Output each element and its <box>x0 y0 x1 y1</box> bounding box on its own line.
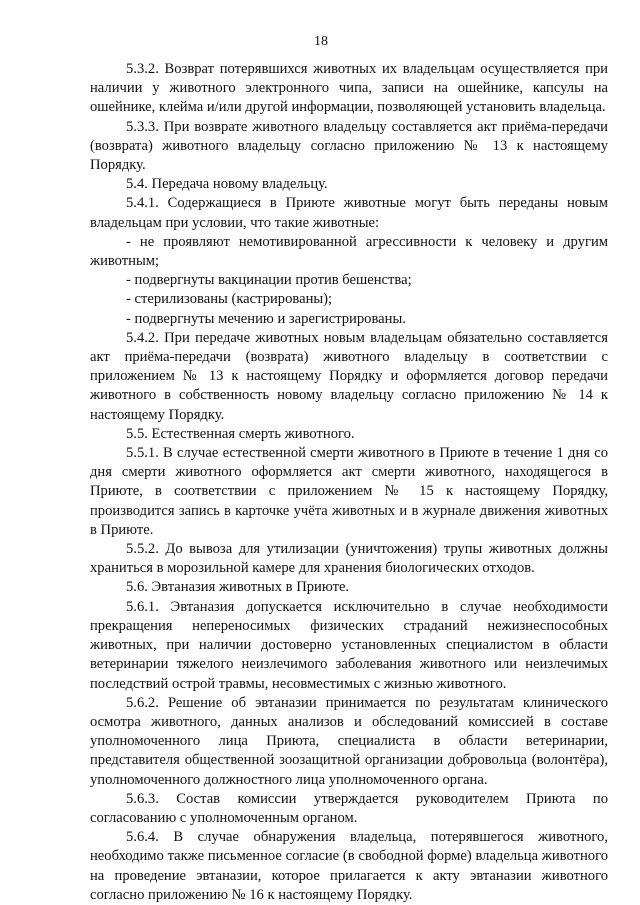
page-number: 18 <box>314 34 328 49</box>
document-body <box>90 60 608 905</box>
list-item-vaccinated: - подвергнуты вакцинации против бешенства; <box>126 272 412 289</box>
list-item-no-aggression: - не проявляют немотивированной агрессивности к человеку и другим животным; <box>90 233 608 270</box>
paragraph-5-3-3: 5.3.3. При возврате животного владельцу составляется акт приёма-передачи (возврата) животного владельцу согласно приложению № 13 к настоящему Порядку. <box>90 118 608 174</box>
paragraph-5-6-4: 5.6.4. В случае обнаружения владельца, потерявшегося животного, необходимо также письменное согласие (в свободной форме) владельца животного на проведение эвтаназии, которое прилагается к акту эвтаназии животного согласно приложению № 16 к настоящему Порядку. <box>90 829 608 903</box>
section-heading-5-5: 5.5. Естественная смерть животного. <box>126 425 355 442</box>
paragraph-5-4-2: 5.4.2. При передаче животных новым владельцам обязательно составляется акт приёма-передачи (возврата) животного владельцу в соответствии с приложением № 13 к настоящему Порядку и оформляется договор передачи животного в собственность новому владельцу согласно приложению № 14 к настоящему Порядку. <box>90 329 608 423</box>
paragraph-5-4-1: 5.4.1. Содержащиеся в Приюте животные могут быть переданы новым владельцам при условии, что такие животные: <box>90 195 608 231</box>
section-heading-5-6: 5.6. Эвтаназия животных в Приюте. <box>126 579 350 596</box>
paragraph-5-3-2: 5.3.2. Возврат потерявшихся животных их владельцам осуществляется при наличии у животного электронного чипа, записи на ошейнике, капсулы на ошейнике, клейма и/или другой информации, позволяющей установить владельца. <box>90 61 608 116</box>
section-heading-5-4: 5.4. Передача новому владельцу. <box>126 176 328 193</box>
paragraph-5-6-3: 5.6.3. Состав комиссии утверждается руководителем Приюта по согласованию с уполномоченным органом. <box>90 790 608 826</box>
list-item-sterilized: - стерилизованы (кастрированы); <box>126 291 333 308</box>
list-item-marked-registered: - подвергнуты мечению и зарегистрированы. <box>126 310 406 327</box>
paragraph-5-6-2: 5.6.2. Решение об эвтаназии принимается по результатам клинического осмотра животного, данных анализов и обследований комиссией в составе уполномоченного лица Приюта, специалиста в области ветеринарии, представителя общественной зоозащитной организации добровольца (волонтёра), уполномоченного должностного лица уполномоченного органа. <box>90 694 608 788</box>
paragraph-5-5-2: 5.5.2. До вывоза для утилизации (уничтожения) трупы животных должны храниться в морозильной камере для хранения биологических отходов. <box>90 541 608 577</box>
paragraph-5-6-1: 5.6.1. Эвтаназия допускается исключительно в случае необходимости прекращения непереносимых физических страданий нежизнеспособных животных, при наличии достоверно установленных специалистом в области ветеринарии тяжелого неизлечимого заболевания животного или неизлечимых последствий острой травмы, несовместимых с жизнью животного. <box>90 598 608 692</box>
paragraph-5-5-1: 5.5.1. В случае естественной смерти животного в Приюте в течение 1 дня со дня смерти животного оформляется акт смерти животного, находящегося в Приюте, в соответствии с приложением № 15 к настоящему Порядку, производится запись в карточке учёта животных и в журнале движения животных в Приюте. <box>90 445 608 538</box>
